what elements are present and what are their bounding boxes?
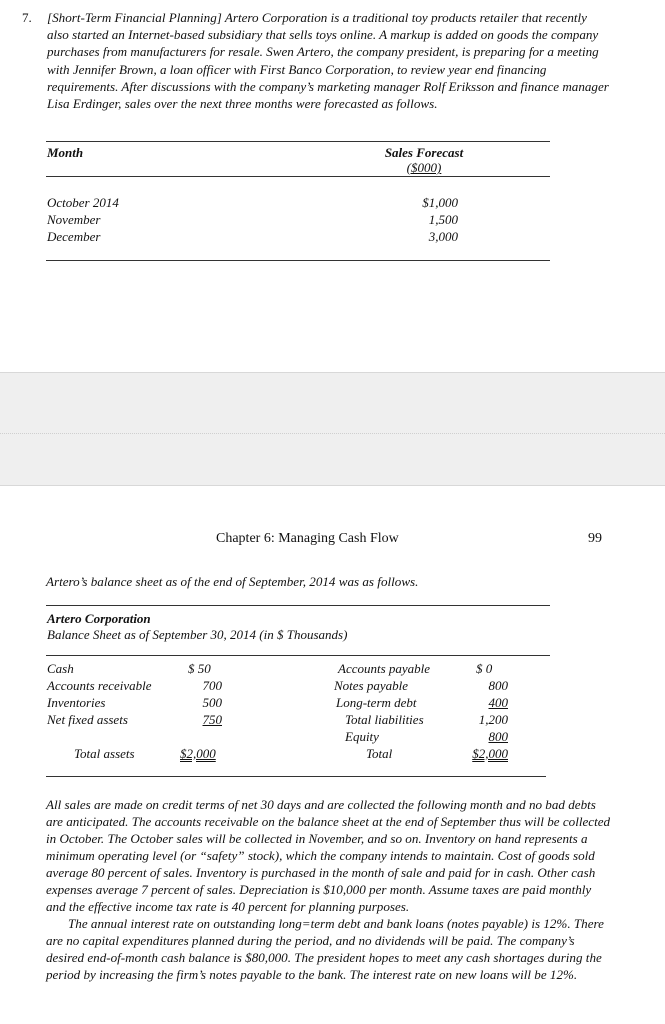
asset-label: Cash: [47, 661, 74, 676]
liability-value: 800: [488, 729, 508, 744]
asset-value: 700: [202, 678, 222, 693]
col-header-sales-unit: ($000): [406, 160, 442, 175]
asset-label: Inventories: [47, 695, 106, 710]
problem-number: 7.: [22, 10, 32, 25]
total-assets-label: Total assets: [74, 746, 135, 761]
bs-top-rule: [46, 605, 550, 606]
problem-statement: [22, 9, 612, 112]
liability-value: $2,000: [472, 746, 508, 761]
page-number: 99: [588, 531, 602, 546]
liability-label: Total: [366, 746, 393, 761]
asset-label: Accounts receivable: [47, 678, 152, 693]
bs-company-name: Artero Corporation: [47, 611, 151, 626]
liability-value: 800: [488, 678, 508, 693]
table-row-sales: $1,000: [422, 195, 458, 210]
table-row-month: October 2014: [47, 195, 119, 210]
liability-value: $ 0: [476, 661, 493, 676]
page-break: [0, 372, 665, 486]
chapter-header: Chapter 6: Managing Cash Flow: [216, 531, 399, 546]
col-header-month: Month: [47, 145, 84, 160]
balance-sheet-intro: Artero’s balance sheet as of the end of September, 2014 was as follows.: [46, 574, 419, 589]
asset-value: $ 50: [188, 661, 211, 676]
col-header-sales: Sales Forecast: [384, 145, 464, 160]
table-header-rule: [46, 176, 550, 177]
liability-value: 400: [488, 695, 508, 710]
bs-bottom-rule: [46, 776, 546, 777]
asset-label: Net fixed assets: [47, 712, 128, 727]
table-row-sales: 3,000: [428, 229, 458, 244]
liability-label: Accounts payable: [338, 661, 431, 676]
liability-label: Equity: [345, 729, 379, 744]
details-paragraph-2: The annual interest rate on outstanding long=term debt and bank loans (notes payable) is 12%. There are no capital expenditures planned during the period, and no dividends will be paid. The company’s desired end-of-month cash balance is $80,000. The president hopes to meet any cash shortages during the period by increasing the firm’s notes payable to the bank. The interest rate on new loans will be 12%.: [46, 916, 604, 982]
problem-text: [Short-Term Financial Planning] Artero Corporation is a traditional toy products retailer that recently also started an Internet-based subsidiary that sells toys online. A markup is added on goods the company purchases from manufacturers for resale. Swen Artero, the company president, is preparing for a meeting with Jennifer Brown, a loan officer with First Banco Corporation, to review year end financing requirements. After discussions with the company’s marketing manager Rolf Eriksson and finance manager Lisa Erdinger, sales over the next three months were forecasted as follows.: [47, 10, 609, 112]
table-row-month: November: [47, 212, 101, 227]
liability-label: Long-term debt: [336, 695, 417, 710]
liability-label: Total liabilities: [345, 712, 424, 727]
total-assets-value: $2,000: [180, 746, 216, 761]
table-row-sales: 1,500: [428, 212, 458, 227]
liability-label: Notes payable: [334, 678, 409, 693]
table-bottom-rule: [46, 260, 550, 261]
table-top-rule: [46, 141, 550, 142]
asset-value: 500: [202, 695, 222, 710]
table-row-month: December: [47, 229, 101, 244]
problem-details: [46, 796, 612, 983]
liability-value: 1,200: [478, 712, 508, 727]
bs-header-rule: [46, 655, 550, 656]
details-paragraph-1: All sales are made on credit terms of net 30 days and are collected the following month and no bad debts are anticipated. The accounts receivable on the balance sheet at the end of September thus will be collected in October. The October sales will be collected in November, and so on. Inventory on hand represents a minimum operating level (or “safety” stock), which the company intends to maintain. Cost of goods sold average 80 percent of sales. Inventory is purchased in the month of sale and paid for in cash. Other cash expenses average 7 percent of sales. Depreciation is $10,000 per month. Assume taxes are paid monthly and the effective income tax rate is 40 percent for planning purposes.: [46, 797, 611, 914]
asset-value: 750: [202, 712, 222, 727]
bs-subtitle: Balance Sheet as of September 30, 2014 (in $ Thousands): [47, 627, 348, 642]
